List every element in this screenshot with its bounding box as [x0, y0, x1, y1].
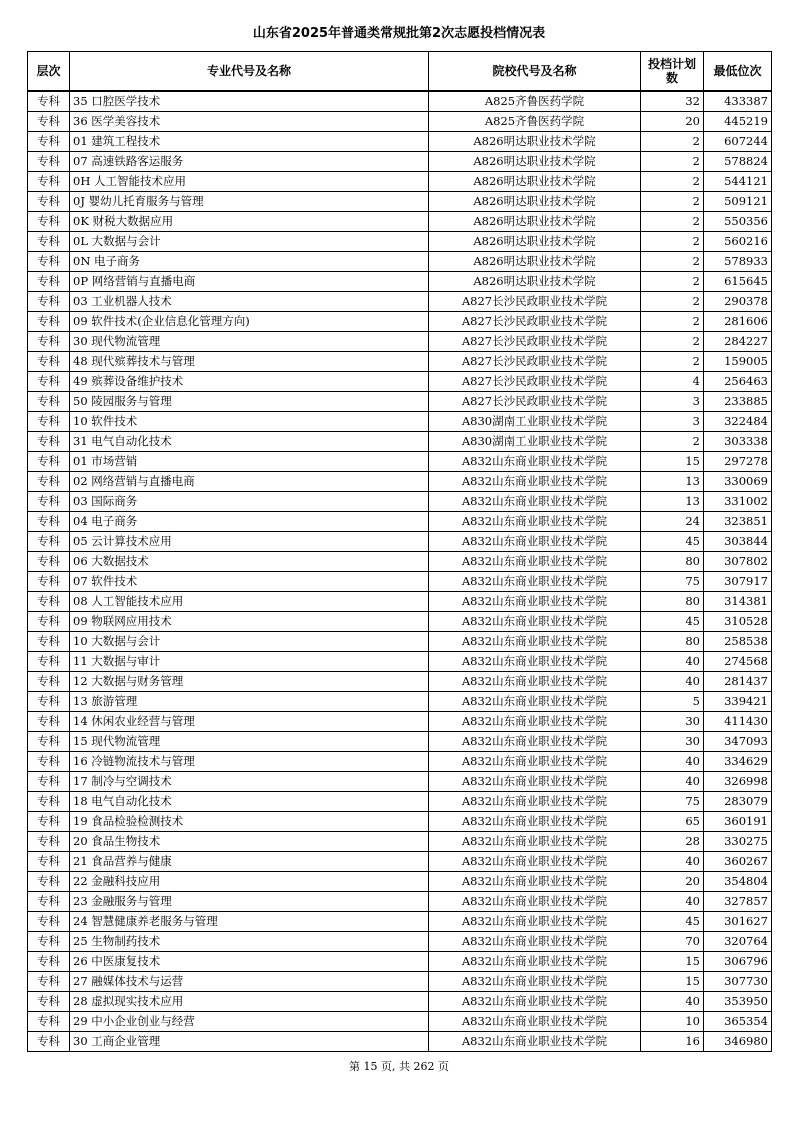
- cell-min-rank: 303338: [704, 432, 772, 452]
- cell-plan: 30: [641, 712, 704, 732]
- cell-major: 17 制冷与空调技术: [70, 772, 429, 792]
- cell-major: 0J 婴幼儿托育服务与管理: [70, 192, 429, 212]
- cell-min-rank: 578933: [704, 252, 772, 272]
- cell-plan: 75: [641, 572, 704, 592]
- cell-school: A832山东商业职业技术学院: [429, 772, 641, 792]
- cell-school: A832山东商业职业技术学院: [429, 632, 641, 652]
- cell-plan: 5: [641, 692, 704, 712]
- cell-major: 35 口腔医学技术: [70, 91, 429, 112]
- cell-school: A826明达职业技术学院: [429, 252, 641, 272]
- cell-major: 0H 人工智能技术应用: [70, 172, 429, 192]
- table-row: [28, 932, 772, 952]
- header-plan: 投档计划数: [641, 52, 704, 92]
- cell-plan: 2: [641, 272, 704, 292]
- cell-school: A832山东商业职业技术学院: [429, 592, 641, 612]
- header-major: 专业代号及名称: [70, 52, 429, 92]
- cell-min-rank: 615645: [704, 272, 772, 292]
- cell-plan: 2: [641, 292, 704, 312]
- cell-min-rank: 327857: [704, 892, 772, 912]
- cell-school: A826明达职业技术学院: [429, 192, 641, 212]
- cell-level: 专科: [28, 132, 70, 152]
- cell-level: 专科: [28, 212, 70, 232]
- cell-plan: 45: [641, 612, 704, 632]
- cell-min-rank: 297278: [704, 452, 772, 472]
- cell-level: 专科: [28, 172, 70, 192]
- cell-min-rank: 330275: [704, 832, 772, 852]
- table-row: [28, 352, 772, 372]
- cell-level: 专科: [28, 592, 70, 612]
- cell-school: A827长沙民政职业技术学院: [429, 372, 641, 392]
- table-row: [28, 852, 772, 872]
- cell-level: 专科: [28, 672, 70, 692]
- cell-major: 0K 财税大数据应用: [70, 212, 429, 232]
- cell-school: A832山东商业职业技术学院: [429, 612, 641, 632]
- cell-plan: 70: [641, 932, 704, 952]
- header-level: 层次: [28, 52, 70, 92]
- cell-major: 25 生物制药技术: [70, 932, 429, 952]
- cell-plan: 16: [641, 1032, 704, 1052]
- cell-major: 05 云计算技术应用: [70, 532, 429, 552]
- table-row: [28, 432, 772, 452]
- table-row: [28, 732, 772, 752]
- cell-plan: 2: [641, 152, 704, 172]
- cell-school: A827长沙民政职业技术学院: [429, 292, 641, 312]
- cell-level: 专科: [28, 232, 70, 252]
- table-row: [28, 172, 772, 192]
- cell-school: A832山东商业职业技术学院: [429, 832, 641, 852]
- cell-school: A830湖南工业职业技术学院: [429, 432, 641, 452]
- cell-level: 专科: [28, 252, 70, 272]
- cell-min-rank: 334629: [704, 752, 772, 772]
- cell-major: 0N 电子商务: [70, 252, 429, 272]
- header-min-rank: 最低位次: [704, 52, 772, 92]
- cell-school: A832山东商业职业技术学院: [429, 532, 641, 552]
- cell-level: 专科: [28, 472, 70, 492]
- cell-min-rank: 411430: [704, 712, 772, 732]
- cell-level: 专科: [28, 292, 70, 312]
- table-row: [28, 792, 772, 812]
- cell-plan: 13: [641, 472, 704, 492]
- cell-plan: 2: [641, 172, 704, 192]
- cell-major: 11 大数据与审计: [70, 652, 429, 672]
- cell-plan: 2: [641, 192, 704, 212]
- cell-plan: 40: [641, 652, 704, 672]
- cell-school: A832山东商业职业技术学院: [429, 652, 641, 672]
- cell-level: 专科: [28, 832, 70, 852]
- cell-major: 36 医学美容技术: [70, 112, 429, 132]
- page-footer: 第 15 页, 共 262 页: [349, 1060, 449, 1073]
- cell-level: 专科: [28, 732, 70, 752]
- cell-min-rank: 256463: [704, 372, 772, 392]
- cell-level: 专科: [28, 632, 70, 652]
- table-row: [28, 892, 772, 912]
- table-row: [28, 412, 772, 432]
- cell-major: 14 休闲农业经营与管理: [70, 712, 429, 732]
- cell-level: 专科: [28, 312, 70, 332]
- cell-school: A832山东商业职业技术学院: [429, 732, 641, 752]
- table-header-row: [28, 52, 772, 92]
- cell-level: 专科: [28, 432, 70, 452]
- cell-major: 09 物联网应用技术: [70, 612, 429, 632]
- cell-min-rank: 365354: [704, 1012, 772, 1032]
- cell-major: 08 人工智能技术应用: [70, 592, 429, 612]
- cell-major: 12 大数据与财务管理: [70, 672, 429, 692]
- cell-school: A832山东商业职业技术学院: [429, 912, 641, 932]
- cell-major: 10 软件技术: [70, 412, 429, 432]
- table-row: [28, 252, 772, 272]
- cell-level: 专科: [28, 492, 70, 512]
- table-row: [28, 292, 772, 312]
- table-row: [28, 492, 772, 512]
- table-row: [28, 552, 772, 572]
- cell-min-rank: 323851: [704, 512, 772, 532]
- cell-major: 13 旅游管理: [70, 692, 429, 712]
- cell-min-rank: 433387: [704, 91, 772, 112]
- cell-major: 48 现代殡葬技术与管理: [70, 352, 429, 372]
- cell-min-rank: 306796: [704, 952, 772, 972]
- cell-level: 专科: [28, 952, 70, 972]
- cell-major: 0L 大数据与会计: [70, 232, 429, 252]
- table-row: [28, 872, 772, 892]
- cell-level: 专科: [28, 892, 70, 912]
- cell-level: 专科: [28, 192, 70, 212]
- cell-major: 20 食品生物技术: [70, 832, 429, 852]
- table-row: [28, 812, 772, 832]
- cell-level: 专科: [28, 372, 70, 392]
- table-row: [28, 91, 772, 112]
- cell-school: A825齐鲁医药学院: [429, 91, 641, 112]
- cell-plan: 40: [641, 852, 704, 872]
- cell-school: A826明达职业技术学院: [429, 212, 641, 232]
- cell-plan: 40: [641, 772, 704, 792]
- cell-major: 0P 网络营销与直播电商: [70, 272, 429, 292]
- table-row: [28, 332, 772, 352]
- cell-level: 专科: [28, 692, 70, 712]
- cell-min-rank: 347093: [704, 732, 772, 752]
- cell-plan: 80: [641, 552, 704, 572]
- cell-school: A830湖南工业职业技术学院: [429, 412, 641, 432]
- cell-plan: 45: [641, 912, 704, 932]
- cell-min-rank: 360191: [704, 812, 772, 832]
- cell-min-rank: 339421: [704, 692, 772, 712]
- cell-major: 31 电气自动化技术: [70, 432, 429, 452]
- cell-level: 专科: [28, 532, 70, 552]
- cell-level: 专科: [28, 792, 70, 812]
- cell-level: 专科: [28, 152, 70, 172]
- cell-school: A832山东商业职业技术学院: [429, 672, 641, 692]
- cell-major: 24 智慧健康养老服务与管理: [70, 912, 429, 932]
- cell-min-rank: 322484: [704, 412, 772, 432]
- cell-school: A832山东商业职业技术学院: [429, 752, 641, 772]
- cell-min-rank: 578824: [704, 152, 772, 172]
- cell-level: 专科: [28, 112, 70, 132]
- cell-level: 专科: [28, 872, 70, 892]
- cell-major: 10 大数据与会计: [70, 632, 429, 652]
- cell-school: A826明达职业技术学院: [429, 132, 641, 152]
- cell-level: 专科: [28, 1032, 70, 1052]
- cell-major: 30 工商企业管理: [70, 1032, 429, 1052]
- cell-level: 专科: [28, 972, 70, 992]
- cell-min-rank: 314381: [704, 592, 772, 612]
- cell-min-rank: 307917: [704, 572, 772, 592]
- cell-major: 18 电气自动化技术: [70, 792, 429, 812]
- cell-min-rank: 281606: [704, 312, 772, 332]
- cell-min-rank: 550356: [704, 212, 772, 232]
- cell-min-rank: 258538: [704, 632, 772, 652]
- cell-plan: 2: [641, 332, 704, 352]
- cell-level: 专科: [28, 612, 70, 632]
- table-row: [28, 192, 772, 212]
- cell-major: 49 殡葬设备维护技术: [70, 372, 429, 392]
- cell-min-rank: 353950: [704, 992, 772, 1012]
- cell-school: A832山东商业职业技术学院: [429, 932, 641, 952]
- cell-school: A832山东商业职业技术学院: [429, 872, 641, 892]
- cell-min-rank: 290378: [704, 292, 772, 312]
- table-row: [28, 232, 772, 252]
- cell-school: A826明达职业技术学院: [429, 272, 641, 292]
- cell-school: A832山东商业职业技术学院: [429, 572, 641, 592]
- cell-min-rank: 346980: [704, 1032, 772, 1052]
- cell-min-rank: 303844: [704, 532, 772, 552]
- cell-plan: 20: [641, 112, 704, 132]
- cell-level: 专科: [28, 412, 70, 432]
- cell-min-rank: 307802: [704, 552, 772, 572]
- cell-min-rank: 283079: [704, 792, 772, 812]
- cell-plan: 2: [641, 252, 704, 272]
- cell-major: 50 陵园服务与管理: [70, 392, 429, 412]
- cell-school: A832山东商业职业技术学院: [429, 972, 641, 992]
- cell-min-rank: 607244: [704, 132, 772, 152]
- cell-plan: 40: [641, 892, 704, 912]
- cell-level: 专科: [28, 812, 70, 832]
- cell-major: 16 冷链物流技术与管理: [70, 752, 429, 772]
- cell-min-rank: 284227: [704, 332, 772, 352]
- table-row: [28, 452, 772, 472]
- cell-school: A832山东商业职业技术学院: [429, 452, 641, 472]
- cell-min-rank: 307730: [704, 972, 772, 992]
- cell-min-rank: 326998: [704, 772, 772, 792]
- cell-plan: 28: [641, 832, 704, 852]
- cell-plan: 30: [641, 732, 704, 752]
- cell-school: A832山东商业职业技术学院: [429, 952, 641, 972]
- cell-school: A832山东商业职业技术学院: [429, 1032, 641, 1052]
- cell-major: 27 融媒体技术与运营: [70, 972, 429, 992]
- cell-level: 专科: [28, 272, 70, 292]
- cell-school: A825齐鲁医药学院: [429, 112, 641, 132]
- cell-min-rank: 233885: [704, 392, 772, 412]
- table-row: [28, 912, 772, 932]
- cell-school: A832山东商业职业技术学院: [429, 992, 641, 1012]
- table-row: [28, 612, 772, 632]
- cell-major: 23 金融服务与管理: [70, 892, 429, 912]
- cell-level: 专科: [28, 91, 70, 112]
- header-school: 院校代号及名称: [429, 52, 641, 92]
- table-row: [28, 1032, 772, 1052]
- table-row: [28, 832, 772, 852]
- table-row: [28, 1012, 772, 1032]
- table-row: [28, 532, 772, 552]
- cell-school: A832山东商业职业技术学院: [429, 552, 641, 572]
- cell-major: 01 建筑工程技术: [70, 132, 429, 152]
- table-row: [28, 392, 772, 412]
- cell-major: 21 食品营养与健康: [70, 852, 429, 872]
- table-row: [28, 632, 772, 652]
- cell-level: 专科: [28, 572, 70, 592]
- cell-major: 01 市场营销: [70, 452, 429, 472]
- cell-level: 专科: [28, 752, 70, 772]
- cell-major: 22 金融科技应用: [70, 872, 429, 892]
- cell-level: 专科: [28, 992, 70, 1012]
- cell-plan: 24: [641, 512, 704, 532]
- cell-level: 专科: [28, 652, 70, 672]
- cell-min-rank: 301627: [704, 912, 772, 932]
- cell-major: 30 现代物流管理: [70, 332, 429, 352]
- cell-major: 03 工业机器人技术: [70, 292, 429, 312]
- cell-min-rank: 544121: [704, 172, 772, 192]
- cell-major: 26 中医康复技术: [70, 952, 429, 972]
- cell-level: 专科: [28, 552, 70, 572]
- cell-min-rank: 310528: [704, 612, 772, 632]
- table-row: [28, 592, 772, 612]
- cell-major: 19 食品检验检测技术: [70, 812, 429, 832]
- cell-plan: 2: [641, 132, 704, 152]
- cell-plan: 2: [641, 432, 704, 452]
- cell-min-rank: 274568: [704, 652, 772, 672]
- table-row: [28, 112, 772, 132]
- admission-table: [27, 51, 772, 1052]
- cell-min-rank: 281437: [704, 672, 772, 692]
- table-row: [28, 692, 772, 712]
- cell-plan: 20: [641, 872, 704, 892]
- cell-min-rank: 445219: [704, 112, 772, 132]
- cell-major: 09 软件技术(企业信息化管理方向): [70, 312, 429, 332]
- table-row: [28, 472, 772, 492]
- cell-plan: 15: [641, 972, 704, 992]
- cell-plan: 40: [641, 672, 704, 692]
- cell-school: A832山东商业职业技术学院: [429, 812, 641, 832]
- cell-plan: 40: [641, 992, 704, 1012]
- cell-school: A832山东商业职业技术学院: [429, 1012, 641, 1032]
- cell-level: 专科: [28, 512, 70, 532]
- cell-school: A826明达职业技术学院: [429, 152, 641, 172]
- cell-level: 专科: [28, 332, 70, 352]
- table-row: [28, 132, 772, 152]
- table-row: [28, 972, 772, 992]
- cell-plan: 40: [641, 752, 704, 772]
- cell-level: 专科: [28, 1012, 70, 1032]
- cell-major: 03 国际商务: [70, 492, 429, 512]
- cell-school: A832山东商业职业技术学院: [429, 892, 641, 912]
- table-row: [28, 952, 772, 972]
- cell-min-rank: 509121: [704, 192, 772, 212]
- cell-major: 15 现代物流管理: [70, 732, 429, 752]
- cell-min-rank: 330069: [704, 472, 772, 492]
- cell-plan: 15: [641, 452, 704, 472]
- cell-plan: 80: [641, 632, 704, 652]
- cell-plan: 10: [641, 1012, 704, 1032]
- cell-school: A832山东商业职业技术学院: [429, 852, 641, 872]
- cell-school: A827长沙民政职业技术学院: [429, 332, 641, 352]
- cell-level: 专科: [28, 452, 70, 472]
- cell-plan: 32: [641, 91, 704, 112]
- table-row: [28, 772, 772, 792]
- cell-plan: 2: [641, 352, 704, 372]
- table-row: [28, 312, 772, 332]
- cell-school: A832山东商业职业技术学院: [429, 792, 641, 812]
- cell-min-rank: 320764: [704, 932, 772, 952]
- cell-school: A827长沙民政职业技术学院: [429, 392, 641, 412]
- cell-school: A832山东商业职业技术学院: [429, 712, 641, 732]
- cell-level: 专科: [28, 932, 70, 952]
- cell-plan: 45: [641, 532, 704, 552]
- cell-school: A832山东商业职业技术学院: [429, 692, 641, 712]
- cell-level: 专科: [28, 712, 70, 732]
- cell-major: 29 中小企业创业与经营: [70, 1012, 429, 1032]
- cell-min-rank: 159005: [704, 352, 772, 372]
- table-row: [28, 752, 772, 772]
- cell-plan: 75: [641, 792, 704, 812]
- cell-plan: 80: [641, 592, 704, 612]
- cell-school: A827长沙民政职业技术学院: [429, 312, 641, 332]
- table-row: [28, 652, 772, 672]
- cell-min-rank: 560216: [704, 232, 772, 252]
- cell-level: 专科: [28, 392, 70, 412]
- table-row: [28, 992, 772, 1012]
- cell-major: 02 网络营销与直播电商: [70, 472, 429, 492]
- cell-plan: 2: [641, 312, 704, 332]
- table-body: [28, 91, 772, 1052]
- cell-min-rank: 331002: [704, 492, 772, 512]
- table-row: [28, 512, 772, 532]
- cell-major: 28 虚拟现实技术应用: [70, 992, 429, 1012]
- cell-plan: 13: [641, 492, 704, 512]
- cell-school: A826明达职业技术学院: [429, 232, 641, 252]
- cell-school: A832山东商业职业技术学院: [429, 492, 641, 512]
- cell-school: A832山东商业职业技术学院: [429, 472, 641, 492]
- cell-level: 专科: [28, 772, 70, 792]
- cell-school: A826明达职业技术学院: [429, 172, 641, 192]
- cell-school: A827长沙民政职业技术学院: [429, 352, 641, 372]
- table-row: [28, 672, 772, 692]
- cell-level: 专科: [28, 912, 70, 932]
- cell-plan: 3: [641, 392, 704, 412]
- table-row: [28, 572, 772, 592]
- cell-min-rank: 360267: [704, 852, 772, 872]
- cell-plan: 15: [641, 952, 704, 972]
- cell-level: 专科: [28, 852, 70, 872]
- table-row: [28, 212, 772, 232]
- table-row: [28, 712, 772, 732]
- cell-major: 07 高速铁路客运服务: [70, 152, 429, 172]
- cell-plan: 4: [641, 372, 704, 392]
- cell-major: 06 大数据技术: [70, 552, 429, 572]
- cell-level: 专科: [28, 352, 70, 372]
- table-row: [28, 272, 772, 292]
- page-title: 山东省2025年普通类常规批第2次志愿投档情况表: [252, 26, 546, 41]
- cell-min-rank: 354804: [704, 872, 772, 892]
- table-row: [28, 372, 772, 392]
- cell-plan: 2: [641, 212, 704, 232]
- cell-plan: 3: [641, 412, 704, 432]
- cell-major: 07 软件技术: [70, 572, 429, 592]
- cell-major: 04 电子商务: [70, 512, 429, 532]
- table-row: [28, 152, 772, 172]
- cell-school: A832山东商业职业技术学院: [429, 512, 641, 532]
- cell-plan: 65: [641, 812, 704, 832]
- cell-plan: 2: [641, 232, 704, 252]
